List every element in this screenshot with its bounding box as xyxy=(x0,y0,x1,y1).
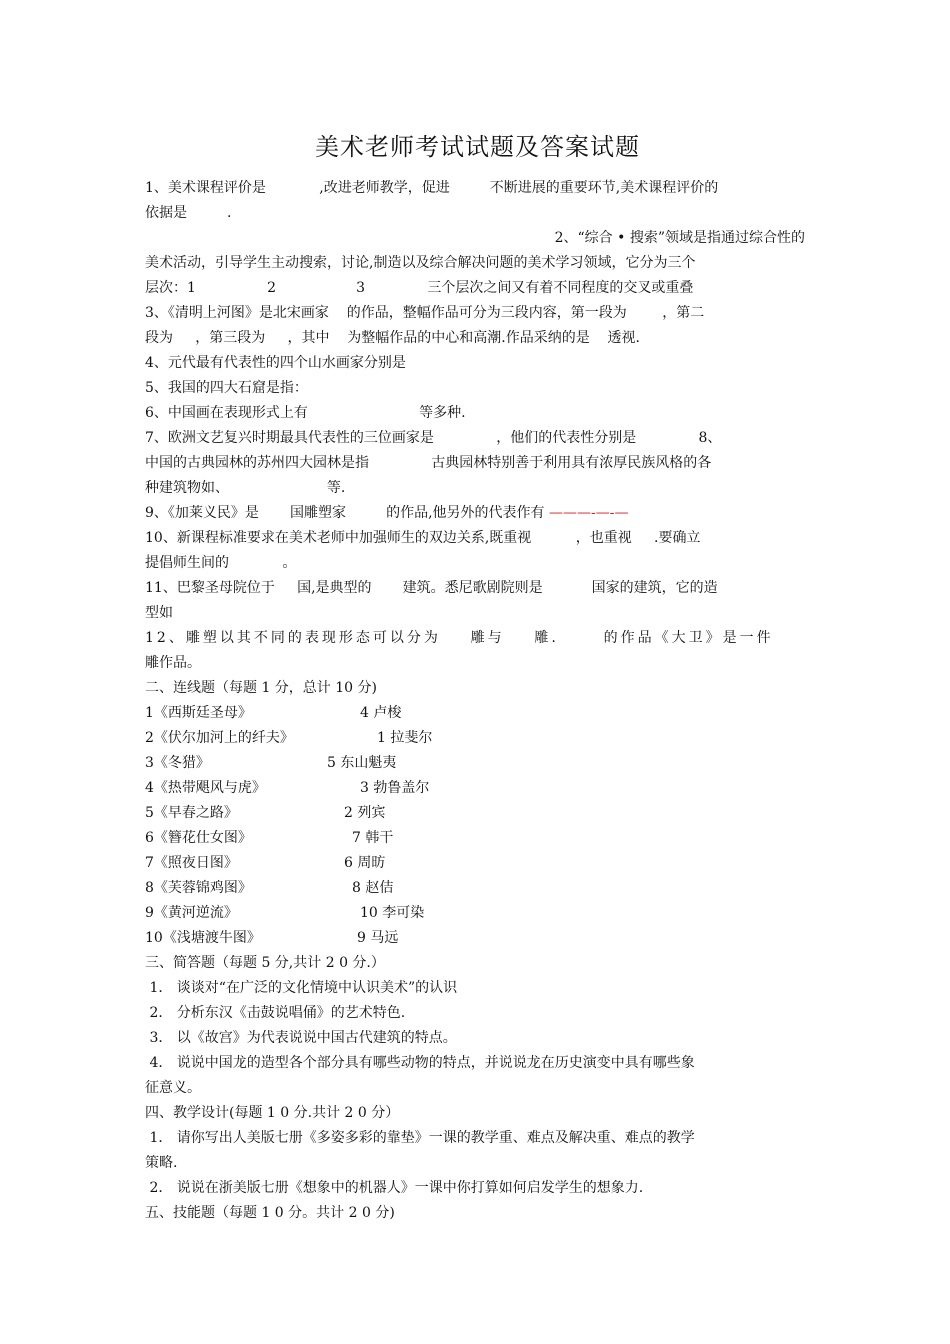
match-left: 6《簪花仕女图》 xyxy=(145,830,252,846)
question-9 xyxy=(145,501,810,526)
question-1-line-1: 1、美术课程评价是 ,改进老师教学，促进 不断进展的重要环节,美术课程评价的 xyxy=(145,180,719,196)
match-row xyxy=(145,801,810,826)
match-row xyxy=(145,851,810,876)
match-right: 3 勃鲁盖尔 xyxy=(360,780,430,796)
question-9-red-dashes: ———-—-— xyxy=(549,505,629,521)
section-4-item-1-line-1: 1． 请你写出人美版七册《多姿多彩的靠垫》一课的教学重、难点及解决重、难点的教学 xyxy=(145,1130,695,1146)
question-5: 5、我国的四大石窟是指： xyxy=(145,380,308,396)
document-page xyxy=(145,130,810,1226)
match-right: 10 李可染 xyxy=(360,905,425,921)
question-3-line-2: 段为 ，第三段为 ，其中 为整幅作品的中心和高潮.作品采纳的是 透视. xyxy=(145,330,641,346)
section-3-item-4-line-1: 4． 说说中国龙的造型各个部分具有哪些动物的特点，并说说龙在历史演变中具有哪些象 xyxy=(145,1055,695,1071)
section-2-heading: 二、连线题（每题 1 分，总计 10 分) xyxy=(145,680,377,696)
question-7-line-3: 种建筑物如、 等. xyxy=(145,480,346,496)
section-4-item-2: 2． 说说在浙美版七册《想象中的机器人》一课中你打算如何启发学生的想象力. xyxy=(145,1180,644,1196)
match-row xyxy=(145,826,810,851)
question-9-text: 9、《加莱义民》是 国雕塑家 的作品,他另外的代表作有 xyxy=(145,505,550,521)
question-1-line-2: 依据是 . xyxy=(145,205,232,221)
question-11-line-1: 11、巴黎圣母院位于 国,是典型的 建筑。悉尼歌剧院则是 国家的建筑，它的造 xyxy=(145,580,718,596)
question-4: 4、元代最有代表性的四个山水画家分别是 xyxy=(145,355,406,371)
section-4-heading: 四、教学设计(每题 1 0 分.共计 2 0 分） xyxy=(145,1105,400,1121)
question-2-line-3: 层次：1 2 3 三个层次之间又有着不同程度的交叉或重叠 xyxy=(145,280,694,296)
match-right: 4 卢梭 xyxy=(360,705,402,721)
question-7-line-2: 中国的古典园林的苏州四大园林是指 古典园林特别善于利用具有浓厚民族风格的各 xyxy=(145,455,712,471)
section-3-item-2: 2． 分析东汉《击鼓说唱俑》的艺术特色. xyxy=(145,1005,406,1021)
match-row xyxy=(145,876,810,901)
match-right: 8 赵佶 xyxy=(352,880,394,896)
match-row xyxy=(145,726,810,751)
section-4-item-1-line-2: 策略. xyxy=(145,1155,178,1171)
match-right: 9 马远 xyxy=(357,930,399,946)
match-left: 2《伏尔加河上的纤夫》 xyxy=(145,730,294,746)
match-right: 5 东山魁夷 xyxy=(327,755,397,771)
question-11-line-2: 型如 xyxy=(145,605,173,621)
match-right: 6 周昉 xyxy=(344,855,386,871)
question-2-line-2: 美术活动，引导学生主动搜索，讨论,制造以及综合解决问题的美术学习领域，它分为三个 xyxy=(145,255,696,271)
match-left: 3《冬猎》 xyxy=(145,755,210,771)
question-3-line-1: 3、《清明上河图》是北宋画家 的作品，整幅作品可分为三段内容，第一段为 ，第二 xyxy=(145,305,705,321)
section-5-heading: 五、技能题（每题 1 0 分。共计 2 0 分) xyxy=(145,1205,395,1221)
question-10-line-2: 提倡师生间的 。 xyxy=(145,555,297,571)
match-row xyxy=(145,751,810,776)
match-right: 1 拉斐尔 xyxy=(377,730,433,746)
match-right: 2 列宾 xyxy=(344,805,386,821)
section-3-item-3: 3． 以《故宫》为代表说说中国古代建筑的特点。 xyxy=(145,1030,457,1046)
match-left: 8《芙蓉锦鸡图》 xyxy=(145,880,252,896)
section-3-item-1: 1． 谈谈对“在广泛的文化情境中认识美术”的认识 xyxy=(145,980,458,996)
match-left: 10《浅塘渡牛图》 xyxy=(145,930,261,946)
question-6: 6、中国画在表现形式上有 等多种. xyxy=(145,405,466,421)
match-row xyxy=(145,926,810,951)
match-left: 9《黄河逆流》 xyxy=(145,905,238,921)
match-left: 1《西斯廷圣母》 xyxy=(145,705,252,721)
section-3-item-4-line-2: 征意义。 xyxy=(145,1080,201,1096)
match-left: 5《早春之路》 xyxy=(145,805,238,821)
match-row xyxy=(145,776,810,801)
document-title: 美术老师考试试题及答案试题 xyxy=(315,133,640,161)
question-10-line-1: 10、新课程标准要求在美术老师中加强师生的双边关系,既重视 ，也重视 .要确立 xyxy=(145,530,701,546)
question-12-line-2: 雕作品。 xyxy=(145,655,201,671)
question-2-line-1: 2、“综合 • 搜索”领域是指通过综合性的 xyxy=(554,230,805,246)
match-left: 7《照夜日图》 xyxy=(145,855,238,871)
section-3-heading: 三、简答题（每题 5 分,共计 2 0 分.） xyxy=(145,955,385,971)
match-row xyxy=(145,701,810,726)
match-right: 7 韩干 xyxy=(352,830,394,846)
question-7-line-1: 7、欧洲文艺复兴时期最具代表性的三位画家是 ，他们的代表性分别是 8、 xyxy=(145,430,722,446)
match-row xyxy=(145,901,810,926)
match-left: 4《热带飓风与虎》 xyxy=(145,780,266,796)
question-12-line-1: 12、雕塑以其不同的表现形态可以分为 雕与 雕. 的作品《大卫》是一件 xyxy=(145,630,774,646)
